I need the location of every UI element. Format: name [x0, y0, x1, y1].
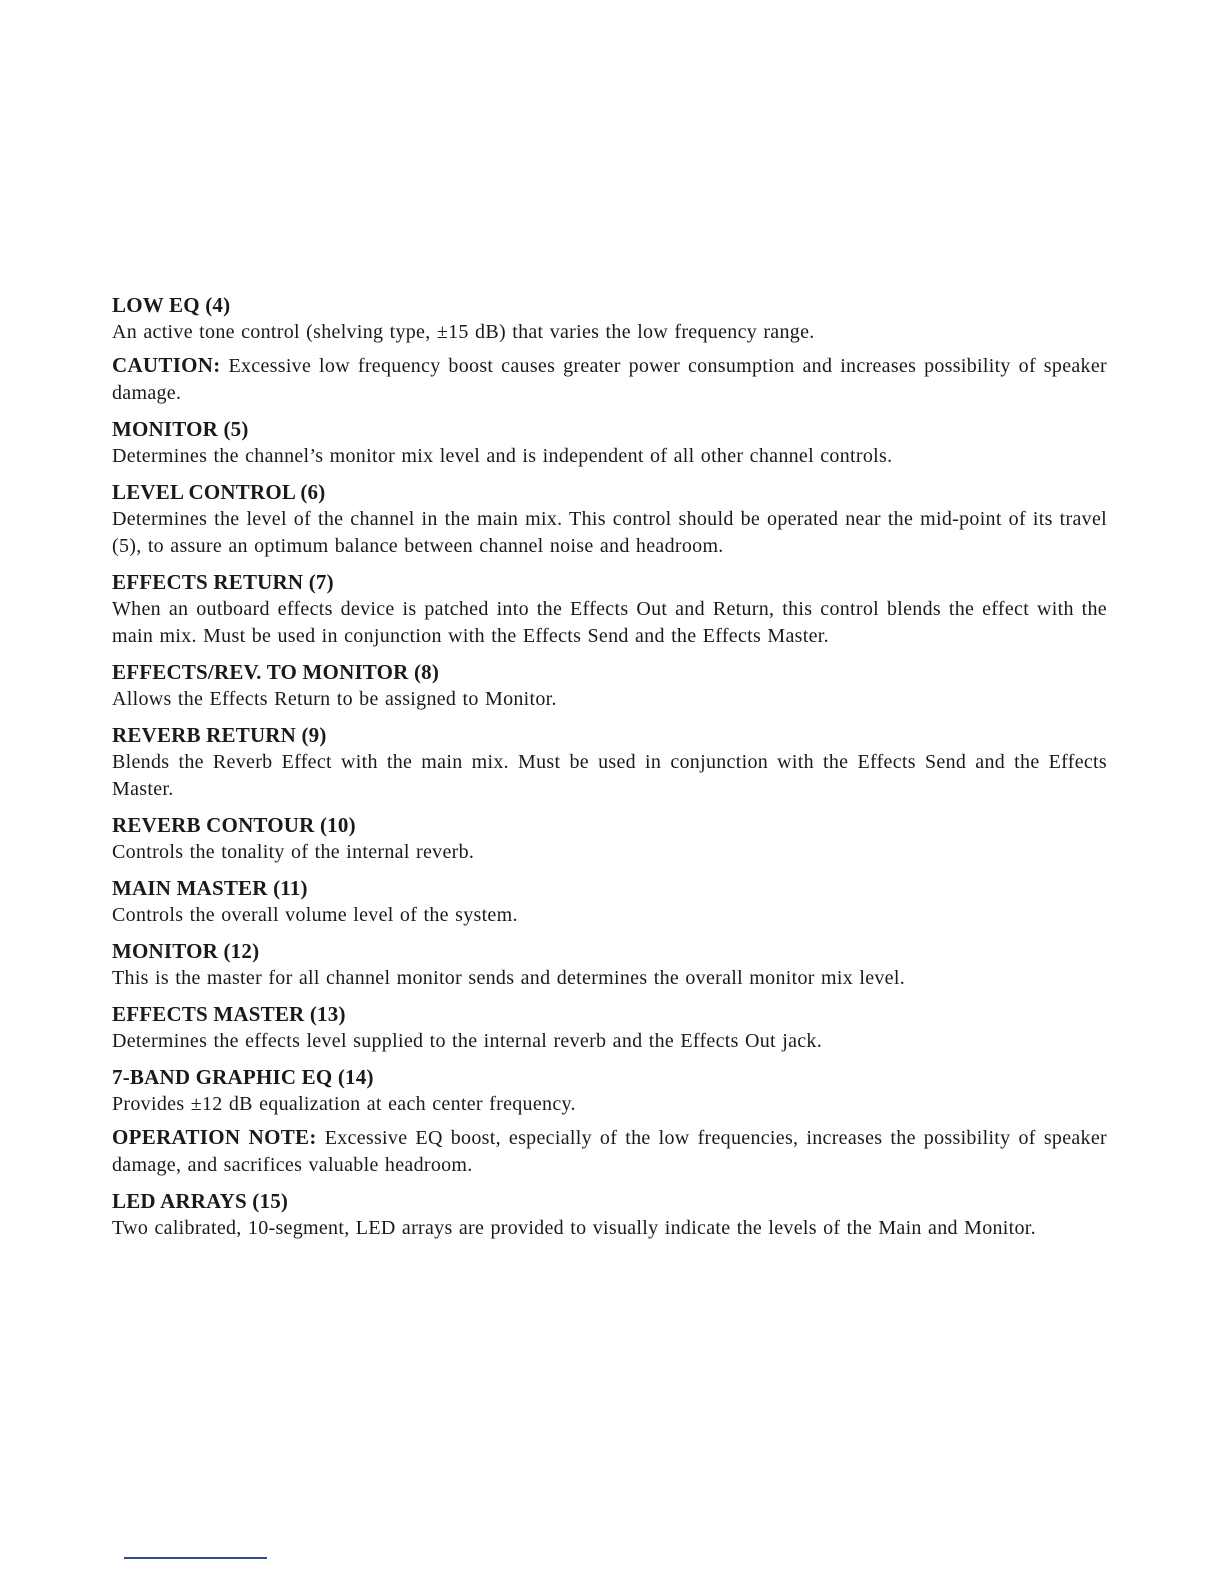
operation-note-label: OPERATION NOTE: — [112, 1125, 317, 1149]
caution-label: CAUTION: — [112, 353, 221, 377]
section-description: Determines the level of the channel in the main mix. This control should be operated near the mid-point of its travel (5), to assure an optimum balance between channel noise and headroom. — [112, 508, 1107, 557]
section-monitor-5 — [112, 416, 1107, 470]
section-description: An active tone control (shelving type, ±15 dB) that varies the low frequency range. — [112, 321, 815, 343]
section-title: EFFECTS/REV. TO MONITOR (8) — [112, 660, 440, 684]
section-title: EFFECTS RETURN (7) — [112, 570, 334, 594]
section-description: When an outboard effects device is patched into the Effects Out and Return, this control blends the effect with the main mix. Must be used in conjunction with the Effects Send and the Effects Master. — [112, 598, 1107, 647]
section-effects-rev-to-monitor — [112, 659, 1107, 713]
section-title: LED ARRAYS (15) — [112, 1189, 289, 1213]
section-description: Determines the channel’s monitor mix level and is independent of all other channel controls. — [112, 445, 893, 467]
section-title: MONITOR (12) — [112, 939, 260, 963]
section-graphic-eq — [112, 1064, 1107, 1179]
section-monitor-12 — [112, 938, 1107, 992]
section-effects-return — [112, 569, 1107, 650]
section-reverb-return — [112, 722, 1107, 803]
section-description: Allows the Effects Return to be assigned to Monitor. — [112, 688, 557, 710]
operation-note-text: Excessive EQ boost, especially of the low frequencies, increases the possibility of speaker damage, and sacrifices valuable headroom. — [112, 1127, 1107, 1176]
section-description: Blends the Reverb Effect with the main mix. Must be used in conjunction with the Effects Send and the Effects Master. — [112, 751, 1107, 800]
section-main-master — [112, 875, 1107, 929]
section-description: Controls the tonality of the internal reverb. — [112, 841, 475, 863]
section-description: Controls the overall volume level of the system. — [112, 904, 518, 926]
section-title: LOW EQ (4) — [112, 293, 231, 317]
footer-rule — [124, 1557, 267, 1559]
section-description: Provides ±12 dB equalization at each center frequency. — [112, 1093, 576, 1115]
document-body — [112, 292, 1107, 1251]
section-description: Two calibrated, 10-segment, LED arrays are provided to visually indicate the levels of the Main and Monitor. — [112, 1217, 1036, 1239]
section-title: 7-BAND GRAPHIC EQ (14) — [112, 1065, 374, 1089]
section-description: Determines the effects level supplied to the internal reverb and the Effects Out jack. — [112, 1030, 823, 1052]
section-reverb-contour — [112, 812, 1107, 866]
section-title: REVERB RETURN (9) — [112, 723, 327, 747]
section-led-arrays — [112, 1188, 1107, 1242]
section-effects-master — [112, 1001, 1107, 1055]
section-title: REVERB CONTOUR (10) — [112, 813, 356, 837]
caution-text: Excessive low frequency boost causes greater power consumption and increases possibility of speaker damage. — [112, 355, 1107, 404]
section-title: MONITOR (5) — [112, 417, 249, 441]
section-level-control — [112, 479, 1107, 560]
section-title: MAIN MASTER (11) — [112, 876, 308, 900]
operation-note — [112, 1124, 1107, 1179]
section-description: This is the master for all channel monitor sends and determines the overall monitor mix level. — [112, 967, 906, 989]
section-title: EFFECTS MASTER (13) — [112, 1002, 346, 1026]
caution-note — [112, 352, 1107, 407]
section-low-eq — [112, 292, 1107, 407]
section-title: LEVEL CONTROL (6) — [112, 480, 326, 504]
